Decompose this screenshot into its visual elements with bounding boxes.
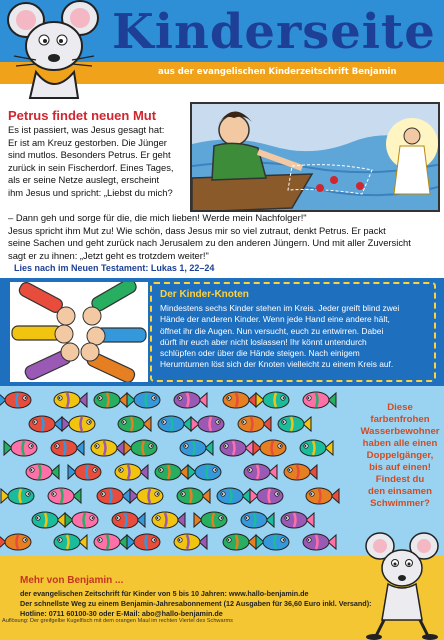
question-line: farbenfrohen [370,414,430,425]
fish-icon [32,512,65,528]
fish-icon [29,416,62,432]
fish-icon [0,392,31,408]
knot-line: Mindestens sechs Kinder stehen im Kreis. Jeder greift blind zwei [160,303,400,313]
question-line: den einsamen [368,486,432,497]
fish-icon [256,392,289,408]
fish-icon [94,534,127,550]
fish-icon [241,512,274,528]
footer-contact-line: Hotline: 0711 60100-30 oder E-Mail: abo@hallo-benjamin.de [20,609,223,618]
fish-icon [284,464,317,480]
knot-text-box [150,282,436,382]
knot-line: dürft ihr euch aber nicht loslassen! Ihr könnt untendurch [160,336,367,347]
mouse-mascot-footer-icon [362,528,442,640]
fish-icon [152,512,185,528]
fish-icon [223,392,256,408]
footer-title: Mehr von Benjamin ... [20,575,124,586]
mouse-mascot-icon [0,0,110,100]
story-text-narrow [8,124,188,200]
fish-icon [180,440,213,456]
story-title: Petrus findet neuen Mut [8,108,157,123]
knot-line: schlüpfen oder über die Hände steigen. Nach einigem [160,348,360,359]
question-line: haben alle einen [362,438,438,449]
fish-icon [68,464,101,480]
fish-icon [115,464,148,480]
fish-icon [174,534,207,550]
page-title: Kinderseite [112,4,436,60]
fish-icon [250,488,283,504]
fish-icon [281,512,314,528]
fish-icon [244,464,277,480]
story-line: Er ist am Kreuz gestorben. Die Jünger [8,136,167,148]
question-line: Diese [387,402,413,413]
story-line: sagt er zu ihnen: „Jetzt geht es trotzdem weiter!" [8,249,209,261]
fish-icon [94,392,127,408]
knot-title: Der Kinder-Knoten [160,289,249,300]
page-subtitle: aus der evangelischen Kinderzeitschrift Benjamin [158,67,397,77]
fish-icon [54,392,87,408]
story-line: zurück in sein Fischerdorf. Eines Tages, [8,161,174,173]
fish-swarm-illustration [0,386,358,556]
fish-icon [300,440,333,456]
fish-icon [51,440,84,456]
fish-icon [124,440,157,456]
fish-icon [191,416,224,432]
fish-icon [194,512,227,528]
story-line: als er seine Netze auslegt, erscheint [8,174,160,186]
puzzle-solution-text: Auflösung: Der greifgelbe Kugelfisch mit dem orangen Maul im rechten Viertel des Schwarms [2,618,233,624]
fish-icon [256,534,289,550]
hands-illustration-icon [10,282,148,382]
footer-subscription-line: Der schnellste Weg zu einem Benjamin-Jahresabonnement (12 Ausgaben für 36,60 Euro inkl. Versand): [20,599,372,608]
puzzle-question [358,402,442,510]
fish-icon [54,534,87,550]
question-line: Findest du [375,474,425,485]
fish-icon [26,464,59,480]
fish-icon [223,534,256,550]
question-line: Wasserbewohner [360,426,440,437]
question-line: Schwimmer? [370,498,430,509]
fish-icon [155,464,188,480]
story-text-wide [8,212,436,262]
fish-icon [127,534,160,550]
fish-icon [174,392,207,408]
fish-icon [1,488,34,504]
story-line: sind mutlos. Besonders Petrus. Er geht [8,149,171,161]
fish-icon [303,534,336,550]
fish-icon [253,440,286,456]
bible-reference: Lies nach im Neuen Testament: Lukas 1, 22–24 [14,263,215,273]
fish-icon [306,488,339,504]
knot-line: öffnet ihr die Augen. Nun versucht, euch zu entwirren. Dabei [160,325,384,336]
fish-icon [238,416,271,432]
fish-icon [62,416,95,432]
knot-line: Herumturnen löst sich der Knoten vielleicht zu einem Kreis auf. [160,359,394,370]
fish-icon [278,416,311,432]
fisherman-illustration-icon [192,104,440,212]
fish-icon [127,392,160,408]
story-line: Jesus spricht ihm Mut zu! Wie schön, dass Jesus mir so viel zutraut, denkt Petrus. Er packt [8,224,386,236]
fish-icon [65,512,98,528]
knot-text [160,303,426,371]
story-line: ihm Jesus und spricht: „Liebst du mich? [8,186,173,198]
fish-icon [177,488,210,504]
fish-icon [130,488,163,504]
fish-icon [97,488,130,504]
footer-website-line: der evangelischen Zeitschrift für Kinder von 5 bis 10 Jahren: www.hallo-benjamin.de [20,589,309,598]
fish-icon [188,464,221,480]
question-line: bis auf einen! [369,462,431,473]
fish-icon [48,488,81,504]
story-line: seine Sachen und geht zurück nach Jerusalem zu den anderen Jüngern. Und mit aller Zuversicht [8,237,411,249]
fish-icon [217,488,250,504]
story-line: – Dann geh und sorge für die, die mich lieben! Werde mein Nachfolger!" [8,212,307,223]
fish-icon [112,512,145,528]
fish-icon [303,392,336,408]
page-header [0,0,444,96]
fish-icon [0,534,31,550]
story-illustration [190,102,440,212]
knot-line: Hände der anderen Kinder. Wenn jede Hand eine andere hält, [160,314,390,325]
question-line: Doppelgänger, [366,450,434,461]
story-line: Es ist passiert, was Jesus gesagt hat: [8,124,165,135]
fish-icon [118,416,151,432]
fish-icon [220,440,253,456]
fish-icon [158,416,191,432]
fish-icon [91,440,124,456]
fish-icon [4,440,37,456]
